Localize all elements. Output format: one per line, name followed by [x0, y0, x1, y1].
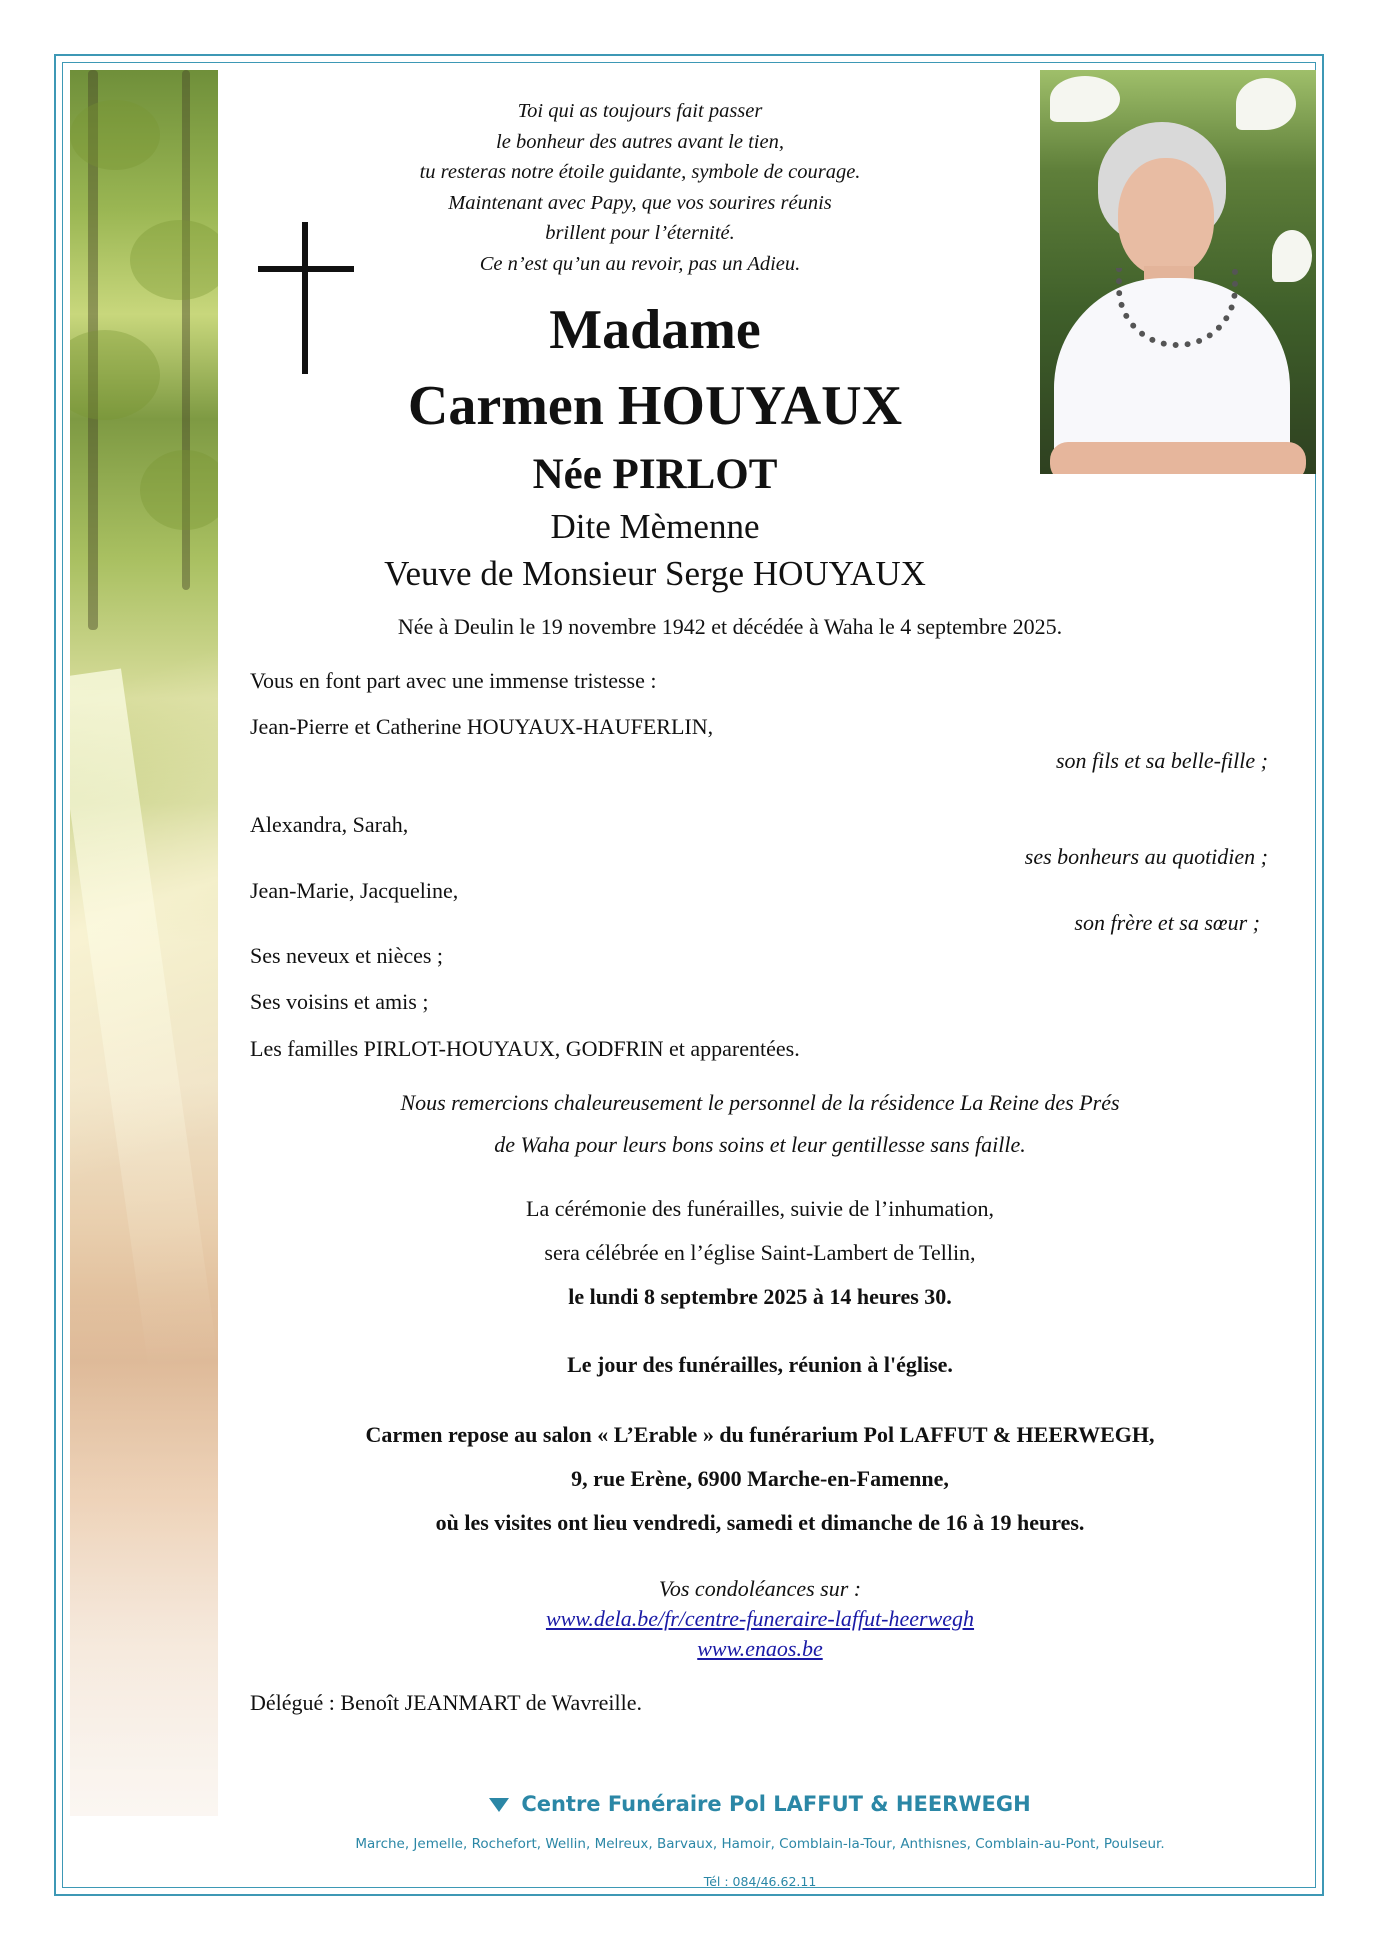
rest-line-2: 9, rue Erène, 6900 Marche-en-Famenne,	[571, 1466, 949, 1491]
poem-line: Ce n’est qu’un au revoir, pas un Adieu.	[479, 252, 801, 275]
family-neighbours: Ses voisins et amis ;	[250, 989, 429, 1014]
condolences-label: Vos condoléances sur :	[658, 1576, 862, 1601]
widow-of: Veuve de Monsieur Serge HOUYAUX	[384, 554, 926, 593]
family-grandchildren: Alexandra, Sarah,	[250, 812, 409, 837]
family-siblings-role: son frère et sa sœur ;	[1074, 910, 1260, 935]
condolences-link-dela[interactable]: www.dela.be/fr/centre-funeraire-laffut-heerwegh	[545, 1606, 975, 1631]
funeral-home-name	[240, 1792, 1280, 1816]
thanks-line: Nous remercions chaleureusement le personnel de la résidence La Reine des Prés	[400, 1090, 1120, 1115]
ceremony-meeting: Le jour des funérailles, réunion à l'église.	[567, 1352, 953, 1377]
funeral-home-phone: Tél : 084/46.62.11	[703, 1874, 817, 1889]
triangle-down-icon	[489, 1798, 509, 1812]
condolences-link-enaos[interactable]: www.enaos.be	[697, 1636, 823, 1661]
funeral-home-label: Centre Funéraire Pol LAFFUT & HEERWEGH	[521, 1792, 1031, 1816]
poem-line: tu resteras notre étoile guidante, symbole de courage.	[419, 161, 861, 183]
forest-path-photo-strip	[70, 70, 218, 1816]
deceased-title: Madame	[549, 299, 761, 361]
poem-line: Maintenant avec Papy, que vos sourires réunis	[448, 191, 832, 214]
poem-line: Toi qui as toujours fait passer	[517, 100, 763, 122]
family-families: Les familles PIRLOT-HOUYAUX, GODFRIN et apparentées.	[250, 1036, 800, 1061]
birth-death-dates: Née à Deulin le 19 novembre 1942 et décédée à Waha le 4 septembre 2025.	[397, 614, 1063, 639]
rest-line-1: Carmen repose au salon « L’Erable » du funérarium Pol LAFFUT & HEERWEGH,	[365, 1422, 1155, 1447]
poem-line: brillent pour l’éternité.	[545, 222, 735, 244]
poem-line: le bonheur des autres avant le tien,	[496, 130, 784, 153]
ceremony-line-2: sera célébrée en l’église Saint-Lambert de Tellin,	[544, 1240, 976, 1265]
rest-line-3: où les visites ont lieu vendredi, samedi et dimanche de 16 à 19 heures.	[435, 1510, 1085, 1535]
delegate: Délégué : Benoît JEANMART de Wavreille.	[250, 1690, 643, 1715]
funeral-home-cities: Marche, Jemelle, Rochefort, Wellin, Melreux, Barvaux, Hamoir, Comblain-la-Tour, Anthisnes, Comblain-au-Pont, Poulseur.	[355, 1836, 1165, 1852]
family-nephews: Ses neveux et nièces ;	[250, 943, 444, 968]
maiden-name: Née PIRLOT	[532, 451, 778, 498]
thanks-line: de Waha pour leurs bons soins et leur gentillesse sans faille.	[494, 1132, 1026, 1157]
deceased-name: Carmen HOUYAUX	[407, 375, 903, 437]
poem	[330, 96, 950, 279]
nickname: Dite Mèmenne	[550, 507, 760, 546]
family-intro: Vous en font part avec une immense tristesse :	[250, 668, 657, 693]
family-grandchildren-role: ses bonheurs au quotidien ;	[1024, 844, 1268, 869]
ceremony-datetime: le lundi 8 septembre 2025 à 14 heures 30.	[568, 1284, 952, 1309]
family-son-role: son fils et sa belle-fille ;	[1055, 748, 1268, 773]
family-siblings: Jean-Marie, Jacqueline,	[250, 878, 459, 903]
ceremony-line-1: La cérémonie des funérailles, suivie de l’inhumation,	[526, 1196, 994, 1221]
family-son: Jean-Pierre et Catherine HOUYAUX-HAUFERLIN,	[250, 714, 714, 739]
